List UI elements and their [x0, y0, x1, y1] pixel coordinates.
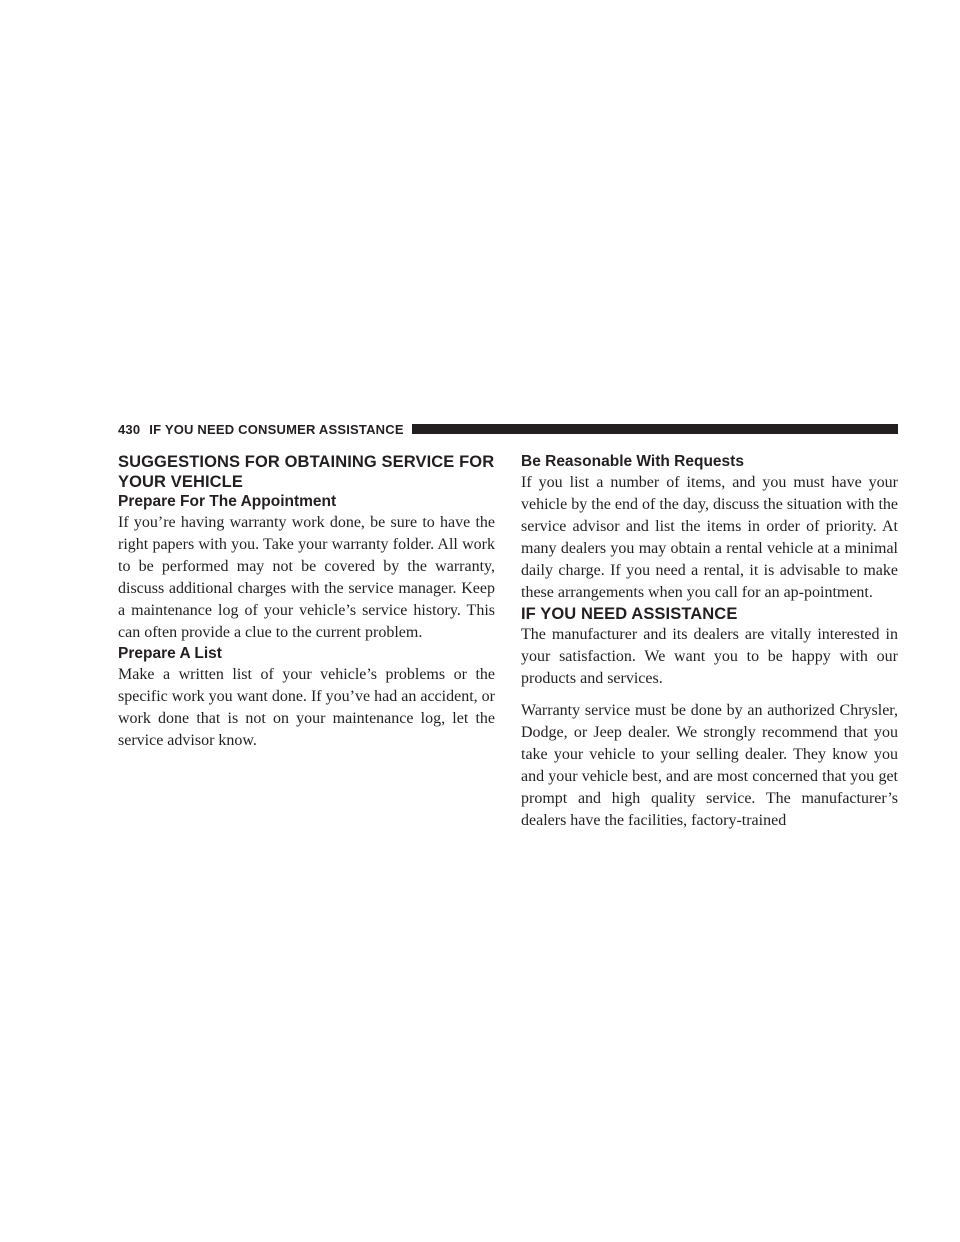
paragraph-reasonable-requests: If you list a number of items, and you must have your vehicle by the end of the day, discuss the situation with the service advisor and list the items in order of priority. At many dealers you may obtain a rental vehicle at a minimal daily charge. If you need a rental, it is advisable to make these arrangements when you call for an ap-pointment. — [521, 474, 898, 601]
subheading-reasonable-requests: Be Reasonable With Requests — [521, 453, 744, 470]
paragraph-satisfaction: The manufacturer and its dealers are vitally interested in your satisfaction. We want you to be happy with our products and services. — [521, 626, 898, 687]
paragraph-prepare-appointment: If you’re having warranty work done, be sure to have the right papers with you. Take your warranty folder. All work to be performed may not be covered by the warranty, discuss additional charges with the service manager. Keep a maintenance log of your vehicle’s service history. This can often provide a clue to the current problem. — [118, 514, 495, 641]
section-heading-assistance: IF YOU NEED ASSISTANCE — [521, 605, 738, 623]
subheading-prepare-appointment: Prepare For The Appointment — [118, 493, 337, 510]
subheading-prepare-list: Prepare A List — [118, 645, 222, 662]
left-column — [118, 452, 495, 752]
page-header — [118, 420, 898, 438]
right-column — [521, 452, 898, 832]
chapter-title: IF YOU NEED CONSUMER ASSISTANCE — [149, 421, 404, 437]
paragraph-prepare-list: Make a written list of your vehicle’s problems or the specific work you want done. If you’ve had an accident, or work done that is not on your maintenance log, let the service advisor know. — [118, 666, 495, 749]
page-number: 430 — [118, 421, 141, 437]
paragraph-warranty-service: Warranty service must be done by an authorized Chrysler, Dodge, or Jeep dealer. We strongly recommend that you take your vehicle to your selling dealer. They know you and your vehicle best, and are most concerned that you get prompt and high quality service. The manufacturer’s dealers have the facilities, factory-trained — [521, 702, 898, 829]
header-rule — [412, 424, 898, 434]
section-heading-service: SUGGESTIONS FOR OBTAINING SERVICE FOR YOUR VEHICLE — [118, 453, 495, 491]
